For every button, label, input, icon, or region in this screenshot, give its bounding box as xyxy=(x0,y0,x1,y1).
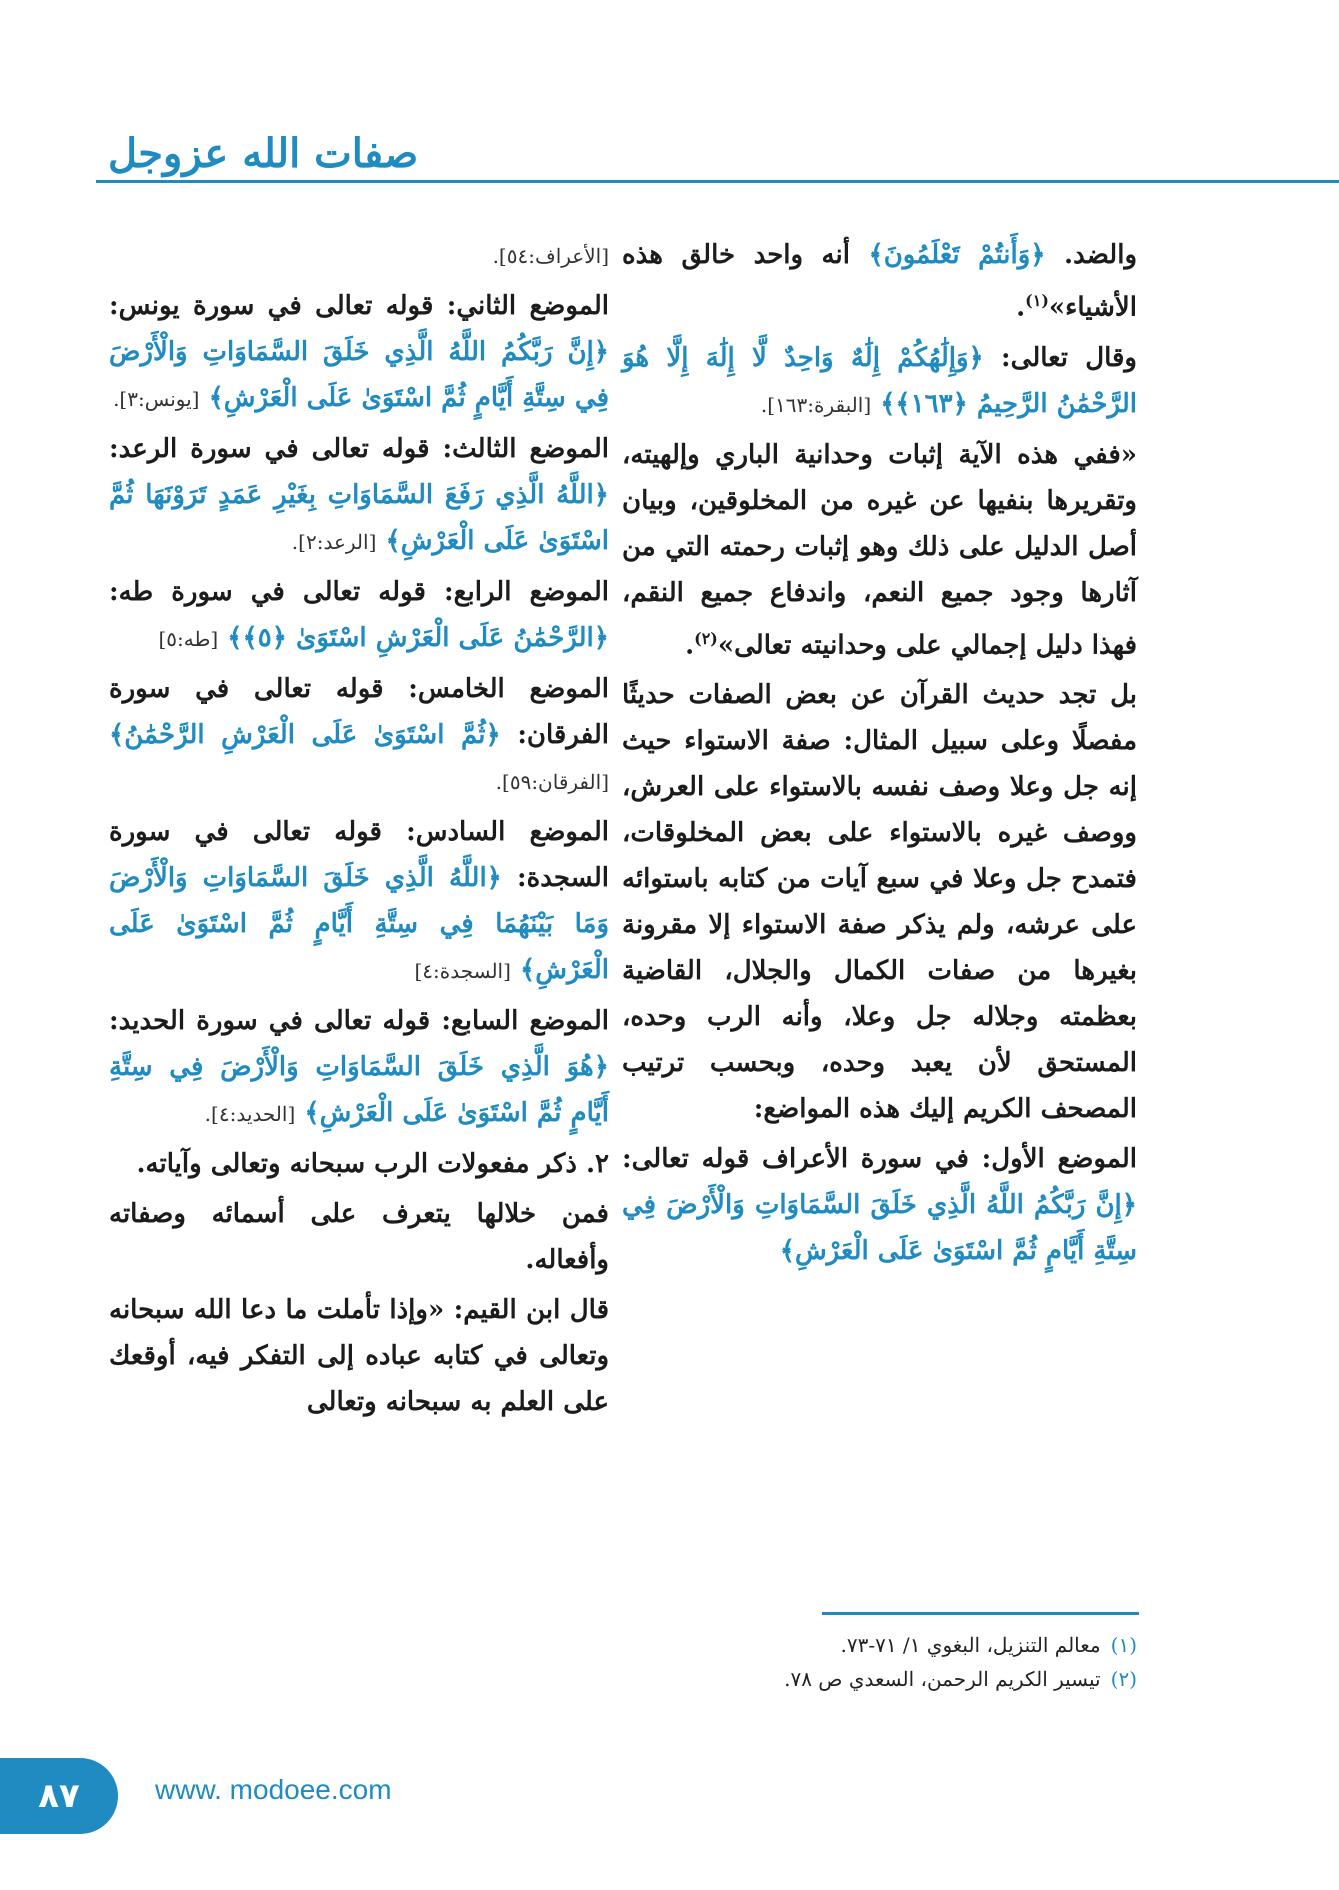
text: وقال تعالى: xyxy=(1001,342,1137,373)
verse-reference xyxy=(109,232,609,279)
paragraph-5 xyxy=(622,1136,1137,1274)
location-4 xyxy=(109,569,609,662)
right-column xyxy=(622,232,1137,1278)
text: الموضع السادس: قوله تعالى في سورة السجدة: xyxy=(109,817,609,893)
text: الموضع الثاني: قوله تعالى في سورة يونس: xyxy=(109,291,609,321)
location-3 xyxy=(109,426,609,565)
footnote-marker[interactable]: (٢) xyxy=(694,628,718,648)
quran-verse: ﴿هُوَ الَّذِي خَلَقَ السَّمَاوَاتِ وَالْأَرْضَ فِي سِتَّةِ أَيَّامٍ ثُمَّ اسْتَوَىٰ عَلَى الْعَرْشِ﴾ xyxy=(109,1052,609,1128)
text: الموضع السابع: قوله تعالى في سورة الحديد: xyxy=(109,1006,609,1036)
text: الموضع الرابع: قوله تعالى في سورة طه: xyxy=(109,577,609,607)
text: أنه واحد خالق هذه الأشياء» xyxy=(622,240,1137,323)
paragraph-2 xyxy=(622,335,1137,428)
page-header-title: صفات الله عزوجل xyxy=(108,130,419,177)
verse-reference: [الحديد:٤]. xyxy=(204,1102,296,1126)
website-link[interactable]: www. modoee.com xyxy=(155,1774,392,1805)
text: الموضع الخامس: قوله تعالى في سورة الفرقان: xyxy=(109,674,609,750)
footnote-number: (١) xyxy=(1110,1633,1137,1657)
quran-verse: ﴿وَأَنتُمْ تَعْلَمُونَ﴾ xyxy=(868,240,1046,270)
footnote-marker[interactable]: (١) xyxy=(1025,291,1049,310)
text: والضد. xyxy=(1064,240,1137,270)
footnote-item xyxy=(617,1628,1137,1662)
paragraph-3 xyxy=(622,432,1137,669)
footnote-item xyxy=(617,1662,1137,1696)
text: الموضع الثالث: قوله تعالى في سورة الرعد: xyxy=(109,434,609,464)
verse-reference: [الفرقان:٥٩]. xyxy=(495,770,609,794)
footnotes xyxy=(617,1628,1137,1696)
paragraph-1 xyxy=(622,232,1137,331)
page-number: ٨٧ xyxy=(38,1776,80,1816)
section-2-paragraph-2: قال ابن القيم: «وإذا تأملت ما دعا الله سبحانه وتعالى في كتابه عباده إلى التفكر فيه، أوقعك على العلم به سبحانه وتعالى xyxy=(109,1295,609,1417)
location-5 xyxy=(109,666,609,805)
page-number-badge xyxy=(0,1758,118,1834)
quran-verse: ﴿اللَّهُ الَّذِي خَلَقَ السَّمَاوَاتِ وَالْأَرْضَ وَمَا بَيْنَهُمَا فِي سِتَّةِ أَيَّامٍ ثُمَّ اسْتَوَىٰ عَلَى الْعَرْشِ﴾ xyxy=(109,863,610,985)
verse-reference: [يونس:٣]. xyxy=(113,387,200,411)
section-2-paragraph-1: فمن خلالها يتعرف على أسمائه وصفاته وأفعاله. xyxy=(109,1199,609,1275)
paragraph-4: بل تجد حديث القرآن عن بعض الصفات حديثًا مفصلًا وعلى سبيل المثال: صفة الاستواء حيث إنه جل وعلا وصف نفسه بالاستواء على العرش، ووصف غيره بالاستواء على بعض المخلوقات، فتمدح جل وعلا في سبع آيات من كتابه باستوائه على عرشه، ولم يذكر صفة الاستواء إلا مقرونة بغيرها من صفات الكمال والجلال، القاضية بعظمته وجلاله جل وعلا، وأنه الرب وحده، المستحق لأن يعبد وحده، وبحسب ترتيب المصحف الكريم إليك هذه المواضع: xyxy=(622,680,1137,1125)
footnote-text: معالم التنزيل، البغوي ١/ ٧١-٧٣. xyxy=(840,1633,1101,1657)
text: . xyxy=(685,630,695,661)
section-2-heading: ٢. ذكر مفعولات الرب سبحانه وتعالى وآياته. xyxy=(136,1149,609,1179)
left-column xyxy=(109,232,609,1429)
verse-reference-text: [الأعراف:٥٤]. xyxy=(492,244,609,268)
quran-verse: ﴿إِنَّ رَبَّكُمُ اللَّهُ الَّذِي خَلَقَ السَّمَاوَاتِ وَالْأَرْضَ فِي سِتَّةِ أَيَّامٍ ثُمَّ اسْتَوَىٰ عَلَى الْعَرْشِ﴾ xyxy=(109,337,609,413)
verse-reference: [البقرة:١٦٣]. xyxy=(760,392,872,417)
verse-reference: [السجدة:٤] xyxy=(414,959,511,983)
footnote-number: (٢) xyxy=(1110,1667,1137,1691)
text: . xyxy=(1016,292,1026,323)
footnote-text: تيسير الكريم الرحمن، السعدي ص ٧٨. xyxy=(784,1667,1101,1691)
quran-verse: ﴿وَإِلَٰهُكُمْ إِلَٰهٌ وَاحِدٌ لَّا إِلَٰهَ إِلَّا هُوَ الرَّحْمَٰنُ الرَّحِيمُ ﴿١٦٣﴾﴾ xyxy=(622,342,1137,419)
quran-verse: ﴿ثُمَّ اسْتَوَىٰ عَلَى الْعَرْشِ الرَّحْمَٰنُ﴾ xyxy=(109,720,501,750)
verse-reference: [الرعد:٢]. xyxy=(291,530,377,554)
verse-reference: [طه:٥] xyxy=(158,627,219,651)
location-7 xyxy=(109,998,609,1137)
location-2 xyxy=(109,283,609,422)
quran-verse: ﴿اللَّهُ الَّذِي رَفَعَ السَّمَاوَاتِ بِغَيْرِ عَمَدٍ تَرَوْنَهَا ثُمَّ اسْتَوَىٰ عَلَى الْعَرْشِ﴾ xyxy=(109,480,609,556)
footnote-divider xyxy=(822,1612,1139,1615)
header-divider xyxy=(96,180,1339,183)
location-6 xyxy=(109,809,609,994)
quran-verse: ﴿الرَّحْمَٰنُ عَلَى الْعَرْشِ اسْتَوَىٰ ﴿٥﴾﴾ xyxy=(227,623,609,653)
text: الموضع الأول: في سورة الأعراف قوله تعالى: xyxy=(622,1144,1137,1175)
quran-verse: ﴿إِنَّ رَبَّكُمُ اللَّهُ الَّذِي خَلَقَ السَّمَاوَاتِ وَالْأَرْضَ فِي سِتَّةِ أَيَّامٍ ثُمَّ اسْتَوَىٰ عَلَى الْعَرْشِ﴾ xyxy=(622,1190,1137,1267)
text: «ففي هذه الآية إثبات وحدانية الباري وإلهيته، وتقريرها بنفيها عن غيره من المخلوقين، وبيان أصل الدليل على ذلك وهو إثبات رحمته التي من آثارها وجود جميع النعم، واندفاع جميع النقم، فهذا دليل إجمالي على وحدانيته تعالى» xyxy=(622,439,1137,661)
